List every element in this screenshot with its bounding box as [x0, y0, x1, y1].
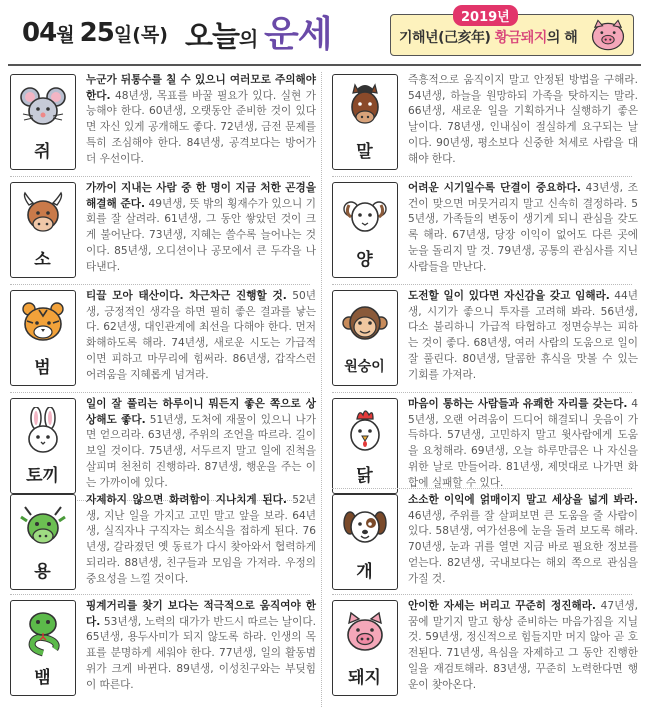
fortune-text [86, 397, 316, 491]
fortune-headline: 자제하지 않으면 화려함이 지나치게 된다. [86, 494, 287, 506]
fortune-body: 43년생, 조건이 맞으면 머뭇거리지 말고 신속히 결정하라. 55년생, 가족들의 변동이 생기게 되니 관심을 갖도록 해라. 67년생, 당장 이익이 없어도 다른 곳에 눈을 돌리지 말 것. 79년생, 공통의 관심사를 지닌 사람들을 만난다. [408, 182, 638, 273]
zodiac-badge [332, 182, 398, 278]
rooster-icon [341, 407, 389, 455]
fortune-snake [10, 600, 320, 698]
page-header [0, 0, 649, 62]
year-badge-text [399, 27, 577, 47]
fortune-horse [332, 74, 642, 172]
tiger-icon [19, 299, 67, 347]
fortune-body: 44년생, 시기가 좋으니 투자를 고려해 봐라. 56년생, 다소 불리하니 가급적 타협하고 정면승부는 피하는 것이 좋다. 68년생, 여러 사람의 도움으로 일이 잘 풀린다. 80년생, 달콤한 휴식을 맛볼 수 있는 기회를 가져라. [408, 290, 638, 381]
sheep-icon [341, 191, 389, 239]
zodiac-badge [10, 494, 76, 590]
fortune-body: 47년생, 꿈에 말기지 말고 항상 준비하는 마음가짐을 지닐 것. 59년생, 정신적으로 힘들지만 머지 않아 곧 호전된다. 71년생, 욕심을 자제하고 그 동안 진행한 일을 재검토해라. 83년생, 꾸준히 노력한다면 행운이 찾아온다. [408, 600, 638, 691]
ox-icon [19, 191, 67, 239]
title-part-today: 오늘 [185, 19, 240, 53]
fortune-text [408, 73, 638, 167]
monkey-icon [341, 299, 389, 347]
zodiac-name: 말 [356, 142, 373, 162]
zodiac-badge [10, 182, 76, 278]
fortune-body: 46년생, 주위를 잘 살펴보면 큰 도움을 줄 사람이 있다. 58년생, 여가선용에 눈을 돌려 보도록 해라. 70년생, 눈과 귀를 열면 지금 바로 필요한 정보를 얻는다. 82년생, 국내보다는 해외 쪽으로 관심을 가질 것. [408, 509, 638, 585]
zodiac-name: 토끼 [26, 466, 59, 486]
zodiac-name: 원숭이 [344, 359, 385, 375]
row-divider [332, 488, 632, 489]
month-number: 04 [22, 18, 57, 48]
day-unit: 일 [113, 24, 133, 46]
fortune-headline: 누군가 뒤통수를 칠 수 있으니 여러모로 주의해야 한다. [86, 74, 316, 102]
fortune-text [86, 73, 316, 167]
row-divider [10, 392, 310, 393]
fortune-text [86, 493, 316, 587]
zodiac-name: 닭 [356, 466, 373, 486]
fortune-body: 53년생, 노력의 대가가 반드시 따르는 날이다. 65년생, 용두사미가 되지 않도록 하라. 인생의 목표를 분명하게 세워야 한다. 77년생, 일의 활동범위가 크게 바뀐다. 89년생, 이성친구와는 부딪힘이 따른다. [86, 615, 316, 691]
zodiac-badge [332, 290, 398, 386]
fortune-pig [332, 600, 642, 698]
zodiac-name: 개 [356, 562, 373, 582]
fortune-body: 52년생, 지난 일을 가지고 고민 말고 앞을 보라. 64년생, 실직자나 구직자는 희소식을 접하게 된다. 76년생, 갈라졌던 옛 동료가 다시 찾아와서 협력하게 되리라. 88년생, 친구들과 모임을 가져라. 우정의 중요성을 느낄 것이다. [86, 494, 316, 585]
fortune-text [408, 289, 638, 383]
fortune-body: 49년생, 뜻 밖의 횡재수가 있으니 기회를 잘 살려라. 61년생, 그 동안 쌓았던 것이 크게 불어난다. 73년생, 지혜는 쓸수록 늘어나는 것이다. 85년생, 오디션이나 공모에서 큰 두각을 나타낸다. [86, 197, 316, 273]
fortune-monkey [332, 290, 642, 388]
fortune-sheep [332, 182, 642, 280]
fortune-rat [10, 74, 320, 172]
fortune-headline: 소소한 이익에 얽매이지 말고 세상을 넓게 봐라. [408, 494, 638, 506]
fortune-tiger [10, 290, 320, 388]
zodiac-badge [332, 600, 398, 696]
fortune-text [408, 599, 638, 693]
fortune-dog [332, 494, 642, 592]
dog-icon [341, 503, 389, 551]
row-divider [10, 176, 310, 177]
day-number: 25 [79, 18, 114, 48]
row-divider [332, 594, 632, 595]
row-divider [332, 176, 632, 177]
zodiac-name: 범 [34, 358, 51, 378]
column-divider [321, 72, 322, 707]
zodiac-badge [332, 74, 398, 170]
zodiac-name: 돼지 [348, 668, 381, 688]
rabbit-icon [19, 407, 67, 455]
rat-icon [19, 83, 67, 131]
fortune-text [408, 493, 638, 587]
fortune-text [86, 289, 316, 383]
pig-icon [589, 18, 627, 52]
zodiac-name: 쥐 [34, 142, 51, 162]
fortune-text [86, 599, 316, 693]
title-part-fortune: 운세 [263, 14, 332, 55]
fortune-headline: 핑계거리를 찾기 보다는 적극적으로 움직여야 한다. [86, 600, 316, 628]
zodiac-name: 용 [34, 562, 51, 582]
zodiac-name: 뱀 [34, 668, 51, 688]
fortune-body: 즉흥적으로 움직이지 말고 안정된 방법을 구해라. 54년생, 하늘을 원망하되 가족을 탓하지는 말라. 66년생, 새로운 일을 기획하거나 실행하기 좋은 날이다. 78년생, 인내심이 절실하게 요구되는 날이다. 90년생, 평소보다 신중한 처세로 사람을 대해야 한다. [408, 74, 638, 165]
fortune-rabbit [10, 398, 320, 496]
fortune-ox [10, 182, 320, 280]
row-divider [332, 392, 632, 393]
date-display [22, 18, 168, 48]
fortune-body: 48년생, 목표를 바꿀 필요가 있다. 실현 가능해야 한다. 60년생, 오랫동안 준비한 것이 있다면 자신 있게 공개해도 좋다. 72년생, 금전 문제를 특히 조심해야 한다. 84년생, 공격보다는 방어가 더 우선이다. [86, 89, 316, 165]
fortune-headline: 어려운 시기일수록 단결이 중요하다. [408, 182, 581, 194]
zodiac-badge [10, 398, 76, 494]
row-divider [10, 284, 310, 285]
zodiac-name: 양 [356, 250, 373, 270]
month-unit: 월 [56, 24, 75, 46]
weekday: (목) [132, 24, 168, 46]
snake-icon [19, 609, 67, 657]
zodiac-badge [10, 600, 76, 696]
badge-text-c: 의 해 [546, 30, 578, 46]
pig-icon [341, 609, 389, 657]
zodiac-badge [332, 398, 398, 494]
dragon-icon [19, 503, 67, 551]
fortune-body: 51년생, 도처에 재물이 있으니 나가면 얻으리라. 63년생, 주위의 조언을 따르라. 길이 보일 것이다. 75년생, 서두르지 말고 일에 진척을 살피며 천천히 진행하라. 87년생, 행운을 주는 이는 가까이에 있다. [86, 413, 316, 489]
fortune-headline: 마음이 통하는 사람들과 유쾌한 자리를 갖는다. [408, 398, 628, 410]
zodiac-badge [10, 290, 76, 386]
zodiac-badge [332, 494, 398, 590]
badge-text-a: 기해년(己亥年) [399, 30, 495, 46]
zodiac-name: 소 [34, 250, 51, 270]
zodiac-badge [10, 74, 76, 170]
fortune-body: 50년생, 긍정적인 생각을 하면 필히 좋은 결과를 낳는다. 62년생, 대인관계에 최선을 다해야 한다. 먼저 화해하도록 해라. 74년생, 새로운 시도는 가급적이면 피하고 마무리에 힘써라. 86년생, 갑작스런 어려움을 지혜롭게 넘겨라. [86, 290, 316, 381]
title-part-of: 의 [239, 27, 259, 51]
fortune-text [408, 397, 638, 491]
row-divider [332, 284, 632, 285]
page-title [185, 6, 332, 57]
year-pill: 2019년 [453, 5, 518, 26]
header-rule [8, 64, 641, 66]
year-badge [390, 10, 634, 56]
fortune-headline: 안이한 자세는 버리고 꾸준히 정진해라. [408, 600, 596, 612]
fortune-headline: 가까이 지내는 사람 중 한 명이 지금 처한 곤경을 해결해 준다. [86, 182, 316, 210]
fortune-body: 45년생, 오랜 어려움이 드디어 해결되니 웃음이 가득하다. 57년생, 고민하지 말고 윗사람에게 도움을 요청해라. 69년생, 오늘 하루만큼은 나 자신을 위한 날로 만들어라. 81년생, 제멋대로 나가면 화합에 실패할 수 있다. [408, 398, 638, 489]
row-divider [10, 594, 310, 595]
fortune-headline: 도전할 일이 있다면 자신감을 갖고 임해라. [408, 290, 610, 302]
badge-text-gold-pig: 황금돼지 [494, 30, 547, 46]
horse-icon [341, 83, 389, 131]
fortune-headline: 일이 잘 풀리는 하루이니 뭐든지 좋은 쪽으로 상상해도 좋다. [86, 398, 316, 426]
fortune-rooster [332, 398, 642, 496]
fortune-text [86, 181, 316, 275]
fortune-dragon [10, 494, 320, 592]
fortune-headline: 티끌 모아 태산이다. 차근차근 진행할 것. [86, 290, 287, 302]
fortune-text [408, 181, 638, 275]
